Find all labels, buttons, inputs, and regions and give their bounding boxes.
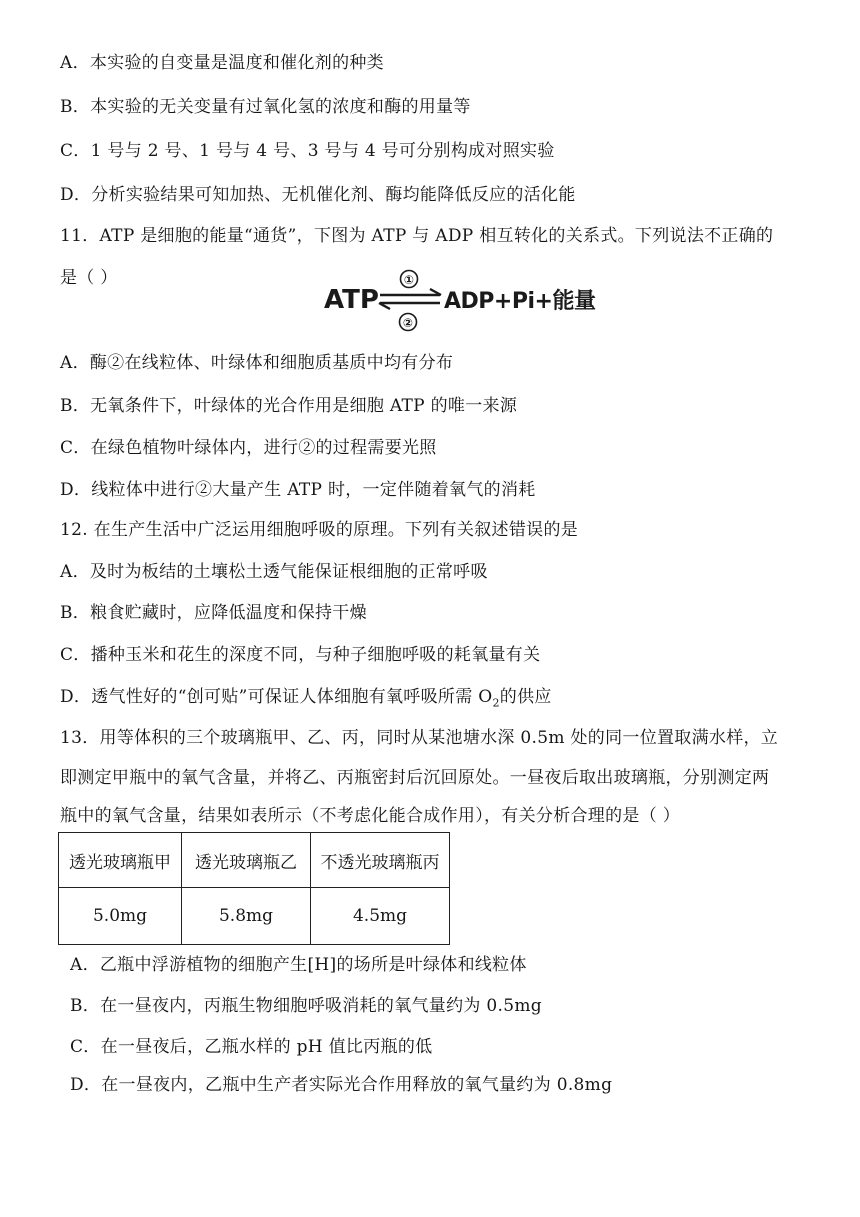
q13-stem-line2: 即测定甲瓶中的氧气含量，并将乙、丙瓶密封后沉回原处。一昼夜后取出玻璃瓶，分别测定两 [60, 768, 770, 788]
q12-option-a: A．及时为板结的土壤松土透气能保证根细胞的正常呼吸 [60, 562, 488, 582]
value-bottle-yi: 5.8mg [182, 888, 311, 945]
q13-option-b: B．在一昼夜内，丙瓶生物细胞呼吸消耗的氧气量约为 0.5mg [70, 996, 542, 1016]
q10-option-d: D．分析实验结果可知加热、无机催化剂、酶均能降低反应的活化能 [60, 185, 576, 205]
q10-option-b: B．本实验的无关变量有过氧化氢的浓度和酶的用量等 [60, 97, 471, 117]
q11-option-a: A．酶②在线粒体、叶绿体和细胞质基质中均有分布 [60, 353, 454, 373]
oxygen-results-table [58, 832, 450, 945]
header-bottle-yi: 透光玻璃瓶乙 [182, 833, 311, 888]
table-value-row [59, 888, 450, 945]
value-bottle-bing: 4.5mg [311, 888, 450, 945]
header-bottle-jia: 透光玻璃瓶甲 [59, 833, 182, 888]
q12-stem: 12. 在生产生活中广泛运用细胞呼吸的原理。下列有关叙述错误的是 [60, 520, 579, 540]
q11-option-c: C．在绿色植物叶绿体内，进行②的过程需要光照 [60, 438, 437, 458]
header-bottle-bing: 不透光玻璃瓶丙 [311, 833, 450, 888]
q11-stem-line2: 是（ ） [60, 268, 118, 288]
table-header-row [59, 833, 450, 888]
q10-option-a: A．本实验的自变量是温度和催化剂的种类 [60, 53, 384, 73]
q13-option-a: A．乙瓶中浮游植物的细胞产生[H]的场所是叶绿体和线粒体 [70, 955, 527, 975]
q10-option-c: C．1 号与 2 号、1 号与 4 号、3 号与 4 号可分别构成对照实验 [60, 141, 555, 161]
q13-option-d: D．在一昼夜内，乙瓶中生产者实际光合作用释放的氧气量约为 0.8mg [70, 1075, 613, 1095]
q12-option-c: C．播种玉米和花生的深度不同，与种子细胞呼吸的耗氧量有关 [60, 645, 541, 665]
q12-option-d: D．透气性好的“创可贴”可保证人体细胞有氧呼吸所需 $O_2$的供应 [60, 687, 552, 710]
arrow-bottom-label: ② [402, 316, 414, 330]
q13-stem-line3: 瓶中的氧气含量，结果如表所示（不考虑化能合成作用），有关分析合理的是（ ） [60, 806, 681, 826]
equation-right: ADP+Pi+能量 [444, 289, 596, 314]
q11-option-d: D．线粒体中进行②大量产生 ATP 时，一定伴随着氧气的消耗 [60, 480, 536, 500]
arrow-top-label: ① [403, 273, 415, 287]
q13-option-c: C．在一昼夜后，乙瓶水样的 pH 值比丙瓶的低 [70, 1037, 433, 1057]
q13-stem-line1: 13．用等体积的三个玻璃瓶甲、乙、丙，同时从某池塘水深 0.5m 处的同一位置取满水样，立 [60, 728, 779, 748]
q11-option-b: B．无氧条件下，叶绿体的光合作用是细胞 ATP 的唯一来源 [60, 396, 518, 416]
value-bottle-jia: 5.0mg [59, 888, 182, 945]
equation-left: ATP [324, 285, 379, 315]
q11-stem-line1: 11．ATP 是细胞的能量“通货”，下图为 ATP 与 ADP 相互转化的关系式。下列说法不正确的 [60, 226, 774, 246]
atp-adp-equation [322, 262, 618, 340]
q12-option-b: B．粮食贮藏时，应降低温度和保持干燥 [60, 603, 367, 623]
